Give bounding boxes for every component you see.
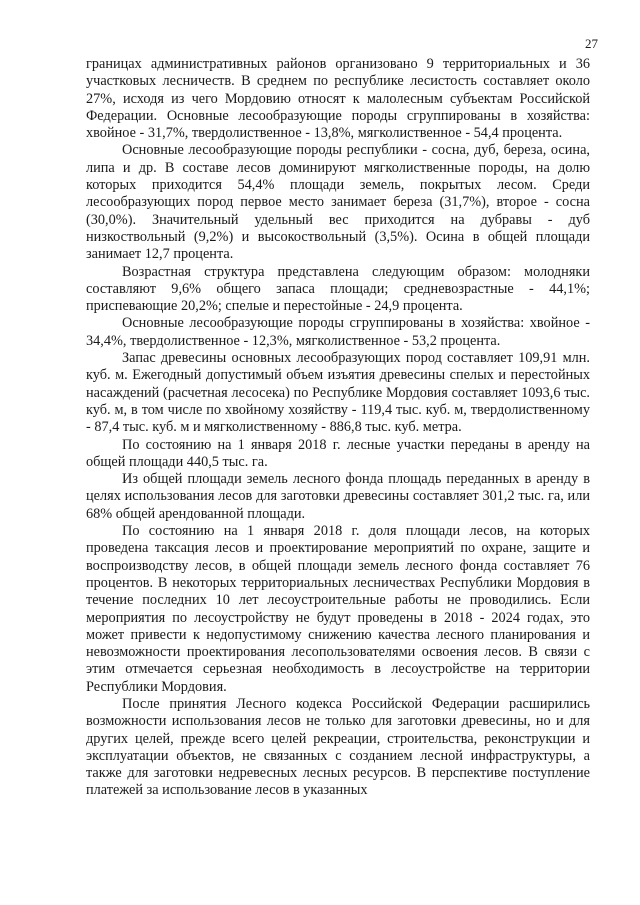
paragraph-7: Из общей площади земель лесного фонда площадь переданных в аренду в целях использования лесов для заготовки древесины составляет 301,2 тыс. га, или 68% общей арендованной площади. (86, 471, 590, 522)
paragraph-1: границах административных районов организовано 9 территориальных и 36 участковых лесничеств. В среднем по республике лесистость составляет около 27%, исходя из чего Мордовию относят к малолесным субъектам Российской Федерации. Основные лесообразующие породы сгруппированы в хозяйства: хвойное - 31,7%, твердолиственное - 13,8%, мягколиственное - 54,4 процента. (86, 56, 590, 142)
paragraph-9: После принятия Лесного кодекса Российской Федерации расширились возможности использования лесов не только для заготовки древесины, но и для других целей, прежде всего целей рекреации, строительства, реконструкции и эксплуатации объектов, не связанных с созданием лесной инфраструктуры, а также для заготовки недревесных лесных ресурсов. В перспективе поступление платежей за использование лесов в указанных (86, 695, 590, 799)
paragraph-4: Основные лесообразующие породы сгруппированы в хозяйства: хвойное - 34,4%, твердолиственное - 12,3%, мягколиственное - 53,2 процента. (86, 315, 590, 349)
paragraph-2: Основные лесообразующие породы республики - сосна, дуб, береза, осина, липа и др. В составе лесов доминируют мягколиственные породы, на долю которых приходится 54,4% площади земель, покрытых лесом. Среди лесообразующих пород первое место занимает береза (31,7%), второе - сосна (30,0%). Значительный удельный вес приходится на дубравы - дуб низкоствольный (9,2%) и высокоствольный (3,5%). Осина в общей площади занимает 12,7 процента. (86, 142, 590, 263)
document-body (86, 56, 590, 800)
paragraph-5: Запас древесины основных лесообразующих пород составляет 109,91 млн. куб. м. Ежегодный допустимый объем изъятия древесины спелых и перестойных насаждений (расчетная лесосека) по Республике Мордовия составляет 1093,6 тыс. куб. м, в том числе по хвойному хозяйству - 119,4 тыс. куб. м, твердолиственному - 87,4 тыс. куб. м и мягколиственному - 886,8 тыс. куб. метра. (86, 350, 590, 436)
paragraph-8: По состоянию на 1 января 2018 г. доля площади лесов, на которых проведена таксация лесов и проектирование мероприятий по охране, защите и воспроизводству лесов, в общей площади земель лесного фонда составляет 76 процентов. В некоторых территориальных лесничествах Республики Мордовия в течение последних 10 лет лесоустроительные работы не проводились. Если мероприятия по лесоустройству не будут проведены в 2018 - 2024 годах, это может привести к недопустимому снижению качества лесного планирования и невозможности проектирования лесопользователями освоения лесов. В связи с этим отмечается серьезная необходимость в лесоустройстве на территории Республики Мордовия. (86, 523, 590, 695)
page-number: 27 (585, 36, 598, 51)
paragraph-3: Возрастная структура представлена следующим образом: молодняки составляют 9,6% общего запаса площади; средневозрастные - 44,1%; приспевающие 20,2%; спелые и перестойные - 24,9 процента. (86, 263, 590, 315)
paragraph-6: По состоянию на 1 января 2018 г. лесные участки переданы в аренду на общей площади 440,5 тыс. га. (86, 436, 590, 470)
